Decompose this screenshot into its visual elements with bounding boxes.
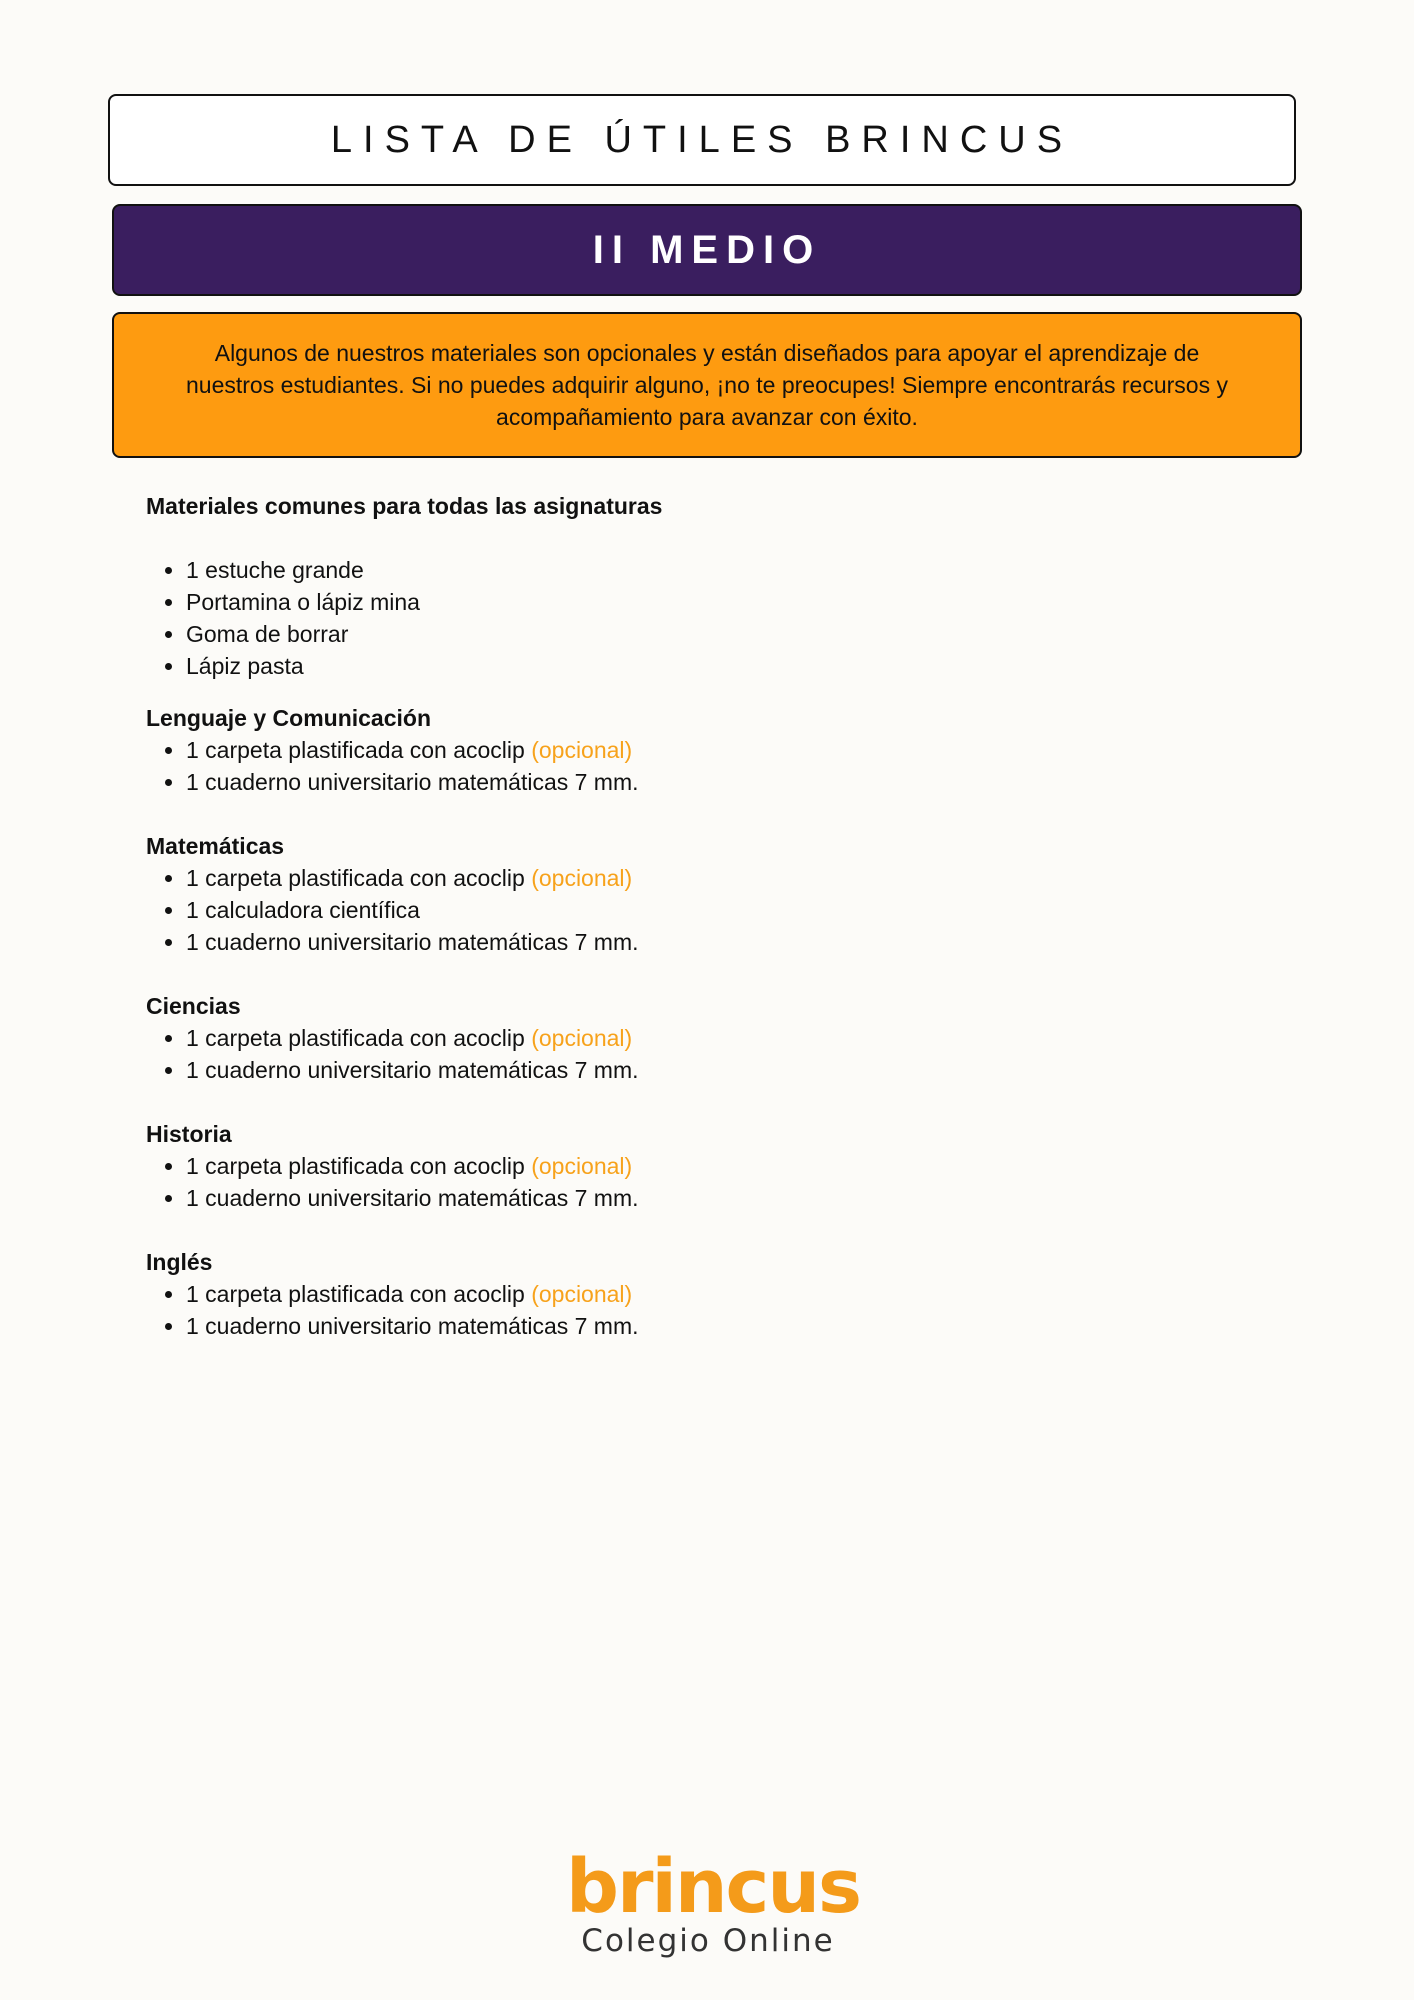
grade-level-label: II MEDIO [592, 227, 822, 272]
section-title: Lenguaje y Comunicación [146, 705, 431, 731]
list-item: • 1 cuaderno universitario matemáticas 7 mm. [186, 1310, 1046, 1342]
list-item: • 1 carpeta plastificada con acoclip (opcional) [186, 1150, 1046, 1182]
subject-section-ingles [146, 1246, 1046, 1342]
subject-list [146, 1022, 1046, 1086]
notice-text: Algunos de nuestros materiales son opcionales y están diseñados para apoyar el aprendizaje de nuestros estudiantes. Si no puedes adquirir alguno, ¡no te preocupes! Siempre encontrarás recursos y acompañamiento para avanzar con éxito. [186, 340, 1228, 430]
section-title: Inglés [146, 1249, 213, 1275]
subject-section-historia [146, 1118, 1046, 1214]
brincus-logo [566, 1844, 861, 1959]
supply-list [146, 490, 1046, 1342]
list-item: • 1 carpeta plastificada con acoclip (opcional) [186, 1278, 1046, 1310]
optional-tag: (opcional) [531, 1153, 633, 1179]
list-item: • Goma de borrar [186, 618, 1046, 650]
common-materials-list [146, 554, 1046, 682]
list-item: • Portamina o lápiz mina [186, 586, 1046, 618]
list-item: • 1 cuaderno universitario matemáticas 7 mm. [186, 1182, 1046, 1214]
section-title: Historia [146, 1121, 232, 1147]
list-item: • 1 cuaderno universitario matemáticas 7 mm. [186, 1054, 1046, 1086]
optional-tag: (opcional) [531, 1281, 633, 1307]
logo-wordmark: brincus [566, 1844, 861, 1930]
list-item: • 1 cuaderno universitario matemáticas 7 mm. [186, 926, 1046, 958]
subject-section-lenguaje [146, 702, 1046, 798]
optional-tag: (opcional) [531, 865, 633, 891]
section-title: Ciencias [146, 993, 241, 1019]
list-item: • 1 carpeta plastificada con acoclip (opcional) [186, 734, 1046, 766]
section-title: Matemáticas [146, 833, 285, 859]
document-title-box [108, 94, 1296, 186]
section-title: Materiales comunes para todas las asignaturas [146, 493, 663, 519]
subject-section-ciencias [146, 990, 1046, 1086]
list-item: • 1 estuche grande [186, 554, 1046, 586]
subject-list [146, 734, 1046, 798]
list-item: • 1 carpeta plastificada con acoclip (opcional) [186, 1022, 1046, 1054]
subject-list [146, 1278, 1046, 1342]
subject-section-matematicas [146, 830, 1046, 958]
optional-tag: (opcional) [531, 737, 633, 763]
logo-subtitle: Colegio Online [581, 1923, 835, 1959]
subject-list [146, 1150, 1046, 1214]
subject-list [146, 862, 1046, 958]
optional-tag: (opcional) [531, 1025, 633, 1051]
optional-materials-notice [112, 312, 1302, 458]
list-item: • 1 carpeta plastificada con acoclip (opcional) [186, 862, 1046, 894]
grade-level-banner [112, 204, 1302, 296]
list-item: • Lápiz pasta [186, 650, 1046, 682]
list-item: • 1 cuaderno universitario matemáticas 7 mm. [186, 766, 1046, 798]
list-item: • 1 calculadora científica [186, 894, 1046, 926]
common-materials-section [146, 490, 1046, 682]
document-title: LISTA DE ÚTILES BRINCUS [330, 118, 1074, 161]
